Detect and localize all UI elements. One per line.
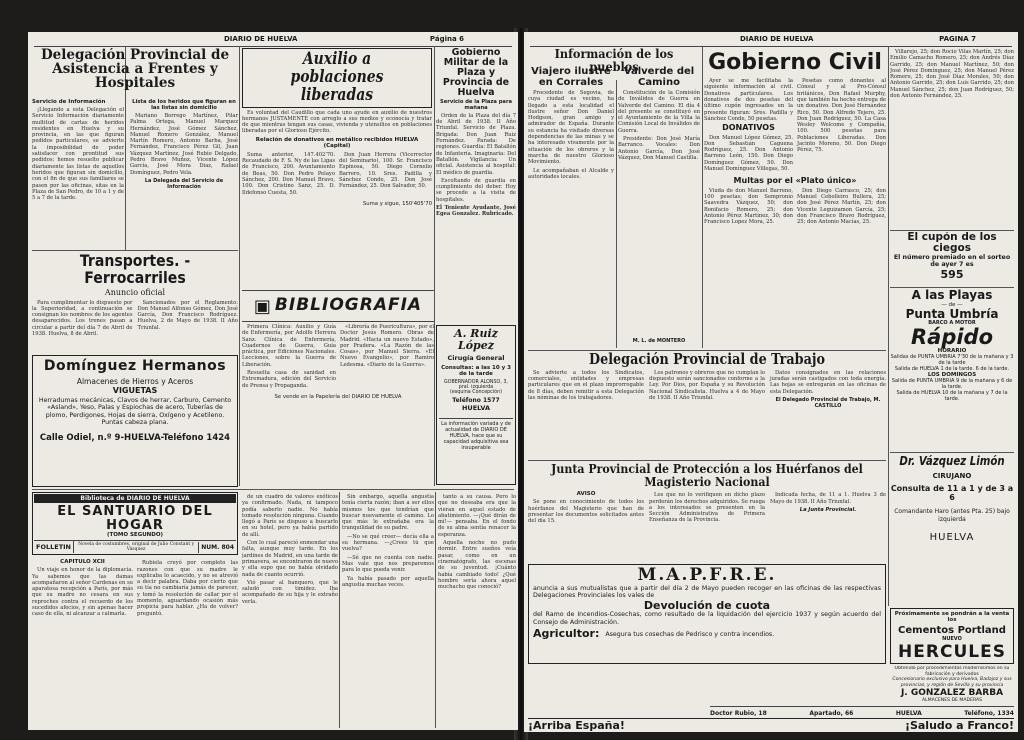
- asistencia-body-1: ¡Llegando a esta Delegación el Servicio Información diariamente multitud de cartas de heridos residentes en Huelva y su provincia, en las que figuran pedidos particulares, se advierte la imposibilidad de poder satisfacer con prontitud sus pedidos; hemos resuelto publicar diariamente las listas de aquellos heridos que figuran sin domicilio, con el fin de que sus familiares se pasen por las oficinas, sitas en la Plaza de San Pedro, de 10 a 1 y de 5 a 7 de la tarde.: [32, 107, 124, 202]
- mapfre-agricultor: Agricultor:: [533, 627, 600, 641]
- ruiz-lopez-specialty: Cirugía General: [447, 354, 505, 363]
- donativos-body: Don Manuel López Gómez, 25. Don Sebastián Caguena Rodríguez, 25. Don Antonio Barreno León, 150. Don Diego Domínguez Gómez, 50. Don Manuel Domínguez Villegas, 50.: [704, 134, 793, 173]
- auxilio-list-2: Don Juan Herrera (Vicerrector del Seminario), 100. Sr. Francisco Espinosa, 50. Diego Cornelio Barrero, 10. Sres. Padilla y Sánchez Conde, 25. Don José Fernández, 25. Don Salvador, 50.: [339, 151, 432, 190]
- ruiz-lopez-name: A. Ruiz López: [454, 327, 498, 352]
- folletin-biblioteca: Biblioteca de DIARIO DE HUELVA: [34, 494, 236, 503]
- folletin-num: NUM. 804: [198, 542, 236, 553]
- imprenta-note: Se vende en la Papelería del DIARIO DE HUELVA: [274, 393, 402, 400]
- transportes-subtitle: Anuncio oficial: [104, 287, 166, 297]
- bibliografia-body-2: «Librería de Puericultura», por el Doctor Jesús Romero. Obras de Madrid. «Hacia un nuevo Estado», por Pradera. «La Razón de las Cosas», por Manuel Sierra. «El Nuevo Evangelio», por Ramiro Ledesma. «Diario de la Guerra».: [340, 324, 434, 368]
- vazquez-ad: [890, 455, 1014, 603]
- ruiz-lopez-note: La información variada y de actualidad de DIARIO DE HUELVA, hace que su capacidad adquisitiva sea insuperable: [439, 418, 513, 451]
- gobierno-militar-body: Orden de la Plaza del día 7 de Abril de 1938. II Año Triunfal. Servicio de Plaza. Brigada: Don Juan Ruiz Fernández. Parada: De regiones. Guardia: El Batallón de Infantería. Imaginaria: Del Batallón. Vigilancia: Un oficial. Asistencia al hospital: El médico de guardia. Escoltando de guardia en cumplimiento del deber. Hoy se procede a la visita de hospitales.: [436, 112, 516, 203]
- cupon-title: El cupón de los ciegos: [907, 232, 997, 255]
- cupon-number: 595: [940, 268, 964, 282]
- left-header-title: DIARIO DE HUELVA: [224, 35, 298, 43]
- rapido-line1: A las Playas: [911, 289, 993, 302]
- asistencia-body-2: Mariano Borrego Martínez, Pilar Palma Ortega, Manuel Marquez Hernández, José Gómez Sánchez, Manuel Romero González, Manuel Martín Romero, Antonio Barba, José Fernández, Francisco Pérez Gil, Juan Vázquez Martínez, José Rubio Delgado, Pedro Bravo Muñoz, Vicente López García, José Mora Diaz, Rafael Domínguez, Pedro Vela.: [130, 113, 238, 176]
- mapfre-text3: Asegura tus cosechas de Pedrisco y contra incendios.: [605, 630, 775, 638]
- auxilio-intro: Es voluntad del Caudillo que cada uno ayude en auxilio de nuestros hermanos JUSTAMENTE con arreglo a sus medios y econocía y tratar de que mientras tengan sus casas, vivienda y utensilios en poblaciones liberadas por el Glorioso Ejército.: [242, 109, 432, 135]
- corrales-body: Procedente de Segovia, de cuya ciudad es vecino, ha llegado a esta localidad el ilustre señor Don Daniel Hodgson, gran amigo y admirador de España. Durante su estancia ha visitado diversas dependencias de las minas y se ha interesado vivamente por la situación de los obreros y la marcha de nuestro Glorioso Movimiento. Le acompañaban el Alcalde y autoridades locales.: [528, 90, 614, 180]
- hercules-line8c: Teléfono, 1334: [964, 709, 1014, 717]
- hercules-line7: ALMACENES DE MADERAS: [921, 698, 983, 703]
- ruiz-lopez-address: GOBERNADOR ALONSO, 3, pral. izquierda: [444, 380, 508, 391]
- informacion-pueblos-article: [528, 47, 700, 347]
- mapfre-text2: del Ramo de Incendios-Cosechas, como resultado de la liquidación del ejercicio 1937 y según acuerdo del Consejo de Administración.: [533, 611, 881, 626]
- right-header-page: PAGINA 7: [939, 35, 976, 43]
- multas-body-2: Don Diego Carrasco, 25; don Manuel Cebolleiro Bullera, 25; don José Pérez Martín, 25; don Vicente Leguizamon García, 25; don Francisco Bravo Rodríguez, 25; don Antonio Macías, 25.: [797, 187, 886, 226]
- hercules-line9: HUELVA: [895, 709, 922, 717]
- rapido-line6: HORARIO: [937, 348, 967, 355]
- vazquez-city: HUELVA: [929, 531, 975, 543]
- trabajo-article: [528, 352, 886, 458]
- rapido-ad: [890, 289, 1014, 451]
- informacion-pueblos-title: Información de los pueblos: [554, 47, 674, 75]
- mapfre-text: anuncia a sus mutualistas que a partir del día 2 de Mayo pueden recoger en las oficinas de las respectivas Delegaciones Provinciales los vales de: [533, 584, 881, 600]
- pueblos-signature: M. L. de MONTERO: [632, 338, 686, 344]
- ruiz-lopez-consultas: Consultas: a las 10 y 3 de la tarde: [441, 365, 511, 378]
- bibliografia-title: BIBLIOGRAFIA: [274, 295, 423, 316]
- mapfre-devolucion: Devolución de cuota: [643, 598, 771, 612]
- asistencia-article: [32, 48, 238, 248]
- junta-title: Junta Provincial de Protección a los Huérfanos del Magisterio Nacional: [551, 462, 863, 490]
- gobierno-civil-body-1: Ayer se me facilitaba la siguiente información al civil. Donativos particulares. Los donativos de dos pesetas del último cupón ingresados en la presente figuran: Sres. Padilla y Sánchez Conde, 50 pesetas.: [704, 78, 793, 122]
- hercules-line8a: Doctor Rubio, 18: [710, 709, 767, 717]
- folletin-body-5-col: [438, 492, 516, 728]
- transportes-body-2: Sancionados por el Reglamento: Don Manuel Alfonso Gómez, Don José García, Don Francisco Rodríguez. Huelva, 2 de Mayo de 1938. II Año Triunfal.: [137, 299, 238, 331]
- folletin-body-5: tanto a su causa. Pero lo que no deseaba era que la vieran en aquel estado de abatimiento. —¡Qué dirán de mí!— pensaba. En el fondo de su alma sentía renacer la esperanza. Aquella noche no pudo dormir. Entre sueños veía pasar, como en un cinematógrafo, las escenas de su juventud. ¡Cuánto había cambiado todo! ¿Qué hombre sería ahora aquel muchacho que conoció?: [438, 494, 516, 591]
- book-icon: ▣: [253, 295, 271, 317]
- trabajo-body-1: Se advierte a todos los Sindicatos, comerciales, entidades y empresas particulares que en el plazo improrrogable de 8 días, deben remitir a esta Delegación las nóminas de los trabajadores.: [528, 369, 644, 401]
- names-list-column: [890, 47, 1014, 242]
- multas-title: Multas por el «Plato único»: [733, 176, 857, 186]
- folletin-body-2: Rubiela creyó por completo las razones con que su madre le explicaba lo acaecido, y no se atrevió a decir palabra. Daba por cierto que su tía no cambiaría jamás de parecer, y tomó la resolución de callar por el momento, aguardando ocasión más propicia para hablar. ¿Ha de volver? preguntó.: [137, 560, 238, 617]
- hercules-line5: Concesionario exclusivo para Huelva, Badajoz y sus provincias, y región de Sevilla y su provincia: [892, 677, 1012, 688]
- trabajo-body-3: Datos consignados en las relaciones juradas serán castigados con toda energía. Las hojas se entregarán en las oficinas de esta Delegación.: [770, 369, 886, 395]
- vazquez-specialty: CIRUJANO: [932, 471, 972, 480]
- valverde-body: Constitución de la Comisión de Inválidos de Guerra en Valverde del Camino. El día 4 del presente se constituyó en el Ayuntamiento de la Villa la Comisión Local de Inválidos de Guerra. Presidente: Don José María Barranco. Vocales: Don Antonio García, Don José Vázquez, Don Manuel Castilla.: [618, 90, 700, 161]
- junta-signature: La Junta Provincial.: [799, 506, 857, 513]
- rapido-line3: Punta Umbría: [905, 306, 999, 321]
- right-header-title: DIARIO DE HUELVA: [740, 35, 814, 43]
- cupon-article: [890, 232, 1014, 286]
- dominguez-line2: VIGUETAS: [112, 385, 158, 395]
- vazquez-address: Comandante Haro (antes Pta. 25) bajo izquierda: [894, 507, 1010, 523]
- left-header-page: Página 6: [429, 35, 464, 43]
- gobierno-militar-servicio: Servicio de la Plaza para mañana: [440, 98, 512, 111]
- rapido-line11: Salida de HUELVA 10 de la mañana y 7 de la tarde.: [896, 390, 1008, 403]
- dominguez-address: Calle Odiel, n.º 9-HUELVA-Teléfono 1424: [39, 433, 231, 444]
- junta-body-1: Se pone en conocimiento de todos los huérfanos del Magisterio que han de presentar los documentos solicitados antes del día 15.: [528, 499, 644, 525]
- vazquez-name: Dr. Vázquez Limón: [899, 455, 1005, 468]
- trabajo-signature: El Delegado Provincial de Trabajo, M. CASTILLO: [775, 396, 881, 409]
- asistencia-subhead: Lista de los heridos que figuran en las listas sin domicilio: [132, 99, 236, 111]
- right-page: [524, 32, 1018, 732]
- hercules-line4: Obtenido por procedimientos modernísimos en su fabricación y derivados: [894, 666, 1010, 677]
- ruiz-lopez-ad: [436, 325, 516, 485]
- left-page-header: [34, 34, 512, 47]
- hercules-line2: NUEVO: [942, 636, 962, 642]
- ruiz-lopez-phone: Teléfono 1577: [452, 397, 500, 405]
- gobierno-militar-signature: El Teniente Ayudante, José Egea Gonzalez. Rubricado.: [436, 205, 516, 218]
- dominguez-ad: [32, 355, 238, 487]
- footer-left: ¡Arriba España!: [528, 719, 625, 732]
- rapido-line8: Salida de HUELVA 1 de la tarde. 6 de la tarde.: [894, 366, 1010, 373]
- hercules-line1: Cementos Portland: [898, 625, 1006, 636]
- hercules-top: Próximamente se pondrán a la venta los: [894, 611, 1010, 623]
- asistencia-footer: La Delegada del Servicio de Información: [144, 177, 224, 190]
- hercules-line3: HERCULES: [898, 642, 1006, 662]
- auxilio-article: [242, 48, 432, 288]
- left-page: [28, 32, 518, 730]
- trabajo-body-2: Los patronos y obreros que no cumplan lo dispuesto serán sancionados conforme a la Ley. Por Dios, por España y su Revolución Nacional Sindicalista. Huelva a 4 de Mayo de 1938. II Año Triunfal.: [649, 369, 765, 401]
- cupon-text: El número premiado en el sorteo de ayer 7 es: [893, 254, 1011, 269]
- right-page-header: [530, 34, 1012, 47]
- ruiz-lopez-city: HUELVA: [461, 404, 491, 413]
- auxilio-title: Auxilio a poblaciones liberadas: [290, 49, 384, 105]
- junta-aviso: AVISO: [576, 491, 596, 498]
- rapido-line5: Rápido: [910, 325, 994, 350]
- transportes-article: [32, 253, 238, 353]
- corrales-title: Viajero ilustre en Corrales: [531, 66, 611, 88]
- multas-body-1: Viuda de don Manuel Barreno, 100 pesetas; don Sempronio Saavedra Vázquez, 50; don Bonifacio Romero, 25; don Antonio Pérez Martinez, 30; don Francisco Lopez Mora, 25.: [704, 187, 793, 226]
- folletin-chapter: CAPITULO XCII: [60, 559, 105, 566]
- hercules-line8b: Apartado, 66: [809, 709, 854, 717]
- bibliografia-article: [242, 290, 434, 486]
- vazquez-hours: Consulta de 11 a 1 y de 3 a 6: [890, 483, 1014, 502]
- asistencia-section: Servicio de Información: [32, 99, 106, 105]
- page-footer: [528, 718, 1014, 732]
- mapfre-title: M.A.P.F.R.E.: [637, 565, 777, 585]
- folletin-article: Biblioteca de DIARIO DE HUELVA EL SANTUARIO DEL HOGAR (TOMO SEGUNDO) FOLLETIN Novela de costumbres, original de Julio Constant y Vásquez NUM. 804 CAPITULO XCII Un viaje en honor de la diplomacia. Ya sabemos que las damas acompañaron al señor Cardenas en su aparatosa recepción a París, por más que su madre no cesara en sus reproches contra el recuerdo de los sucedidos afecios, y sin apenas hacer caso de ella, ni alcanzar a calmarla. Rubiela creyó por completo las razones con que su madre le explicaba lo acaecido, y no se atrevió a decir palabra. Daba por cierto que su tía no cambiaría jamás de parecer, y tomó la resolución de callar por el momento, aguardando ocasión más propicia para hablar. ¿Ha de volver? preguntó.: [32, 492, 238, 728]
- gobierno-militar-title: Gobierno Militar de la Plaza y Provincia de Huelva: [442, 48, 510, 98]
- asistencia-title: Delegación Provincial de Asistencia a Frentes y Hospitales: [40, 48, 230, 92]
- donativos-title: DONATIVOS: [722, 123, 775, 133]
- junta-article: [528, 462, 886, 562]
- junta-body-2: Los que no lo verifiquen en dicho plazo perderán los derechos adquiridos. Se ruega a los interesados se presenten en la Sección Administrativa de Primera Enseñanza de la Provincia.: [649, 492, 765, 524]
- rapido-line4: BARCO A MOTOR: [928, 320, 976, 327]
- hercules-line6: J. GONZALEZ BARBA: [900, 688, 1004, 698]
- gobierno-civil-body-2: Pesetas como donantes al Cónsul y al Pro-Cónsul británicos, Don Rafael Murphy, que también ha hecho entrega de un donativo. Don José Hernández Rico, 50. Don Alfredo Tejero, 25. Don Juan Rodríguez, 50. La Casa Wesley Welcome y Compañía, 100. 500 pesetas para Poblaciones Liberadas. Don Jacinto Moreno, 50. Don Diego Pérez, 75.: [797, 78, 886, 154]
- transportes-body-1: Para cumplimentar lo dispuesto por la Superioridad, a continuación se consignan los nombres de los agentes desaparecidos. Los trenes pasan a circular a partir del día 7 de Abril de 1938. Huelva, 8 de Abril.: [32, 299, 133, 338]
- hercules-ad-top: [890, 608, 1014, 664]
- auxilio-sum: Suma y sigue, 150'405'70: [362, 200, 432, 207]
- rapido-line9: LOS DOMINGOS: [927, 372, 977, 379]
- folletin-body-4: Sin embargo, aquella angustia tenía cierta razón; iban a ser ellos mismos los que tendrían que buscar nuevamente el camino. Lo que más le extrañaba era la tranquilidad de su padre. —No se qué creer— decía ella a su hermana. —¿Crees tú que vuelva? —Sé que no cuenta con nadie. Mas vale que nos preparemos para lo que pueda venir. Ya había pasado por aquella angustia muchas veces.: [342, 494, 434, 588]
- names-list-body: Villarejo, 25; don Rocio Vilas Martín, 25; don Emilio Camacho Romero, 25; don Andrés Díaz Garrido, 25; don Manuel Martínez, 50; don José Pérez Domínguez, 25; don Manuel Pérez Romero, 25; don José Díaz Morales, 50; don Antonio Garrido, 25; don Luis Garrido, 25; don Manuel Sánchez, 25; don Juan Rodríguez, 50; don Antonio Fernández, 25.: [890, 49, 1014, 100]
- folletin-body-3: de un cuadro de valores exóticos ya confirmado. Nada, ni tampoco podía saberlo nadie. No había tomado resolución ninguna. Cuando llegó a París se dispuso a buscarlo en su hotel, pero ya había partido de allí. Con lo cual pareció enmendar una falta, aunque muy tarde. En los jardines de Madrid, en una tarde de primavera, se encontraron de nuevo y ella supo que no había olvidado nada de cuanto ocurrió. Vió pasar al banquero, que le saludó con timidez. Iba acompañado de su hija y le extraño verla.: [242, 494, 338, 605]
- folletin-body-4-col: [342, 492, 434, 728]
- hercules-ad-bottom: [890, 666, 1014, 706]
- trabajo-title: Delegación Provincial de Trabajo: [589, 352, 825, 368]
- bibliografia-body-1: Primera Clínica: Auxilio y Guía de Enfermería, por Adolfo Herrera Sanz. Clínica de Enfermería, Cuadernos de Guerra, Guía práctica, por Ediciones Nacionales. Lecciones, sobre la Guerra de Liberación. Resuelta casa de sanidad en Extremadura, edición del Servicio de Prensa y Propaganda.: [242, 324, 336, 389]
- dominguez-line1: Almacenes de Hierros y Aceros: [76, 376, 194, 386]
- dominguez-line3: Herradumas mecánicas, Clavos de herrar, Carburo, Cemento «Asland», Yeso, Palas y Espiochas de acero, Tuberías de plomo, Perdigones, Hojas de sierra, Oxígeno y Acetileno. Puntas cabeza plana.: [38, 396, 232, 427]
- folletin-tomo: (TOMO SEGUNDO): [106, 532, 164, 539]
- rapido-line7: Salidas de PUNTA UMBRIA 7'30 de la mañana y 3 de la tarde: [890, 354, 1014, 367]
- footer-right: ¡Saludo a Franco!: [904, 719, 1014, 732]
- folletin-body-3-col: [242, 492, 338, 728]
- dominguez-name: Domínguez Hermanos: [43, 358, 227, 374]
- rapido-line2: — de —: [941, 301, 963, 308]
- rapido-line10: Salida de PUNTA UMBRIA 9 de la mañana y 6 de la tarde.: [891, 378, 1013, 391]
- ruiz-lopez-corner: (esquina Concepción): [449, 390, 503, 396]
- junta-body-3: Indicada fecha, de 11 a 1. Huelva 3 de Mayo de 1938. II Año Triunfal.: [770, 492, 886, 505]
- valverde-title: Valverde del Camino: [623, 66, 695, 88]
- gobierno-civil-title: Gobierno Civil: [708, 50, 882, 75]
- transportes-title: Transportes. - Ferrocarriles: [79, 253, 191, 287]
- auxilio-relation: Relación de donativos en metálico recibidos HUELVA (Capital): [255, 136, 419, 149]
- gobierno-civil-article: [704, 47, 886, 347]
- gobierno-militar-article: [436, 48, 516, 323]
- folletin-body-1: Un viaje en honor de la diplomacia. Ya sabemos que las damas acompañaron al señor Cardenas en su aparatosa recepción a París, por más que su madre no cesara en sus reproches contra el recuerdo de los sucedidos afecios, y sin apenas hacer caso de ella, ni alcanzar a calmarla.: [32, 567, 133, 618]
- folletin-title: EL SANTUARIO DEL HOGAR: [57, 504, 213, 533]
- mapfre-ad: [528, 564, 886, 664]
- auxilio-list-1: Suma anterior, 147.402'70. Recaudado de F. S. Ny de las Ligas de Francisco, 200. Avuntamiento de Beas, 50. Don Pedro Pelayo Sánchez, 200. Don Manuel Bravo, 100. Don Cristino Sanz, 25. D. Ildefonso Cuesta, 50.: [242, 151, 335, 196]
- folletin-label: FOLLETIN: [34, 541, 74, 553]
